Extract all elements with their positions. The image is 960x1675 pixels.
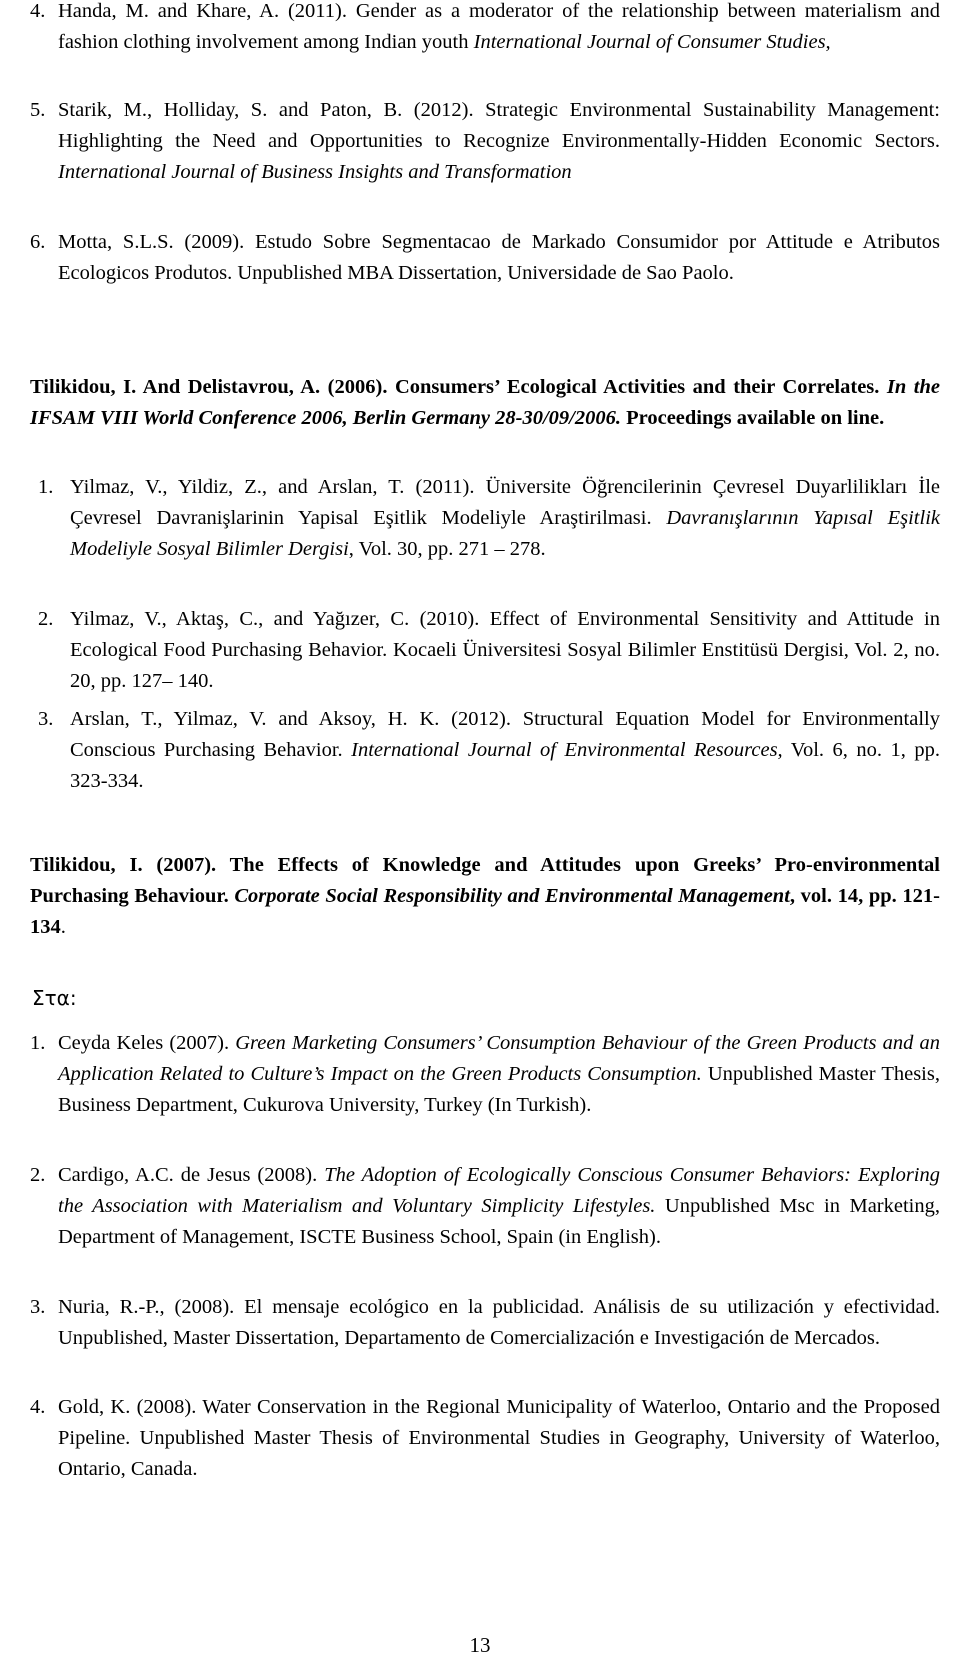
page-number: 13 [469,1633,491,1657]
journal-title: International Journal of Business Insights and Transformation [58,161,572,183]
reference-number: 2. [38,608,54,630]
reference-number: 4. [30,0,46,22]
reference-tail: Unpublished Msc in Marketing, Department of Management, ISCTE Business School, Spain (in English). [58,1195,940,1248]
reference-text: Starik, M., Holliday, S. and Paton, B. (2012). Strategic Environmental Sustainability Management: Highlighting the Need and Opportunities to Recognize Environmentally-Hidden Economic Sectors. [58,99,940,152]
reference-text: Tilikidou, I. And Delistavrou, A. (2006). Consumers’ Ecological Activities and their Correlates. [30,376,887,398]
journal-title: Davranışlarının Yapısal Eşitlik Modeliyle Sosyal Bilimler Dergisi [70,507,940,560]
reference-note: Proceedings available on line. [620,407,885,429]
section-label: Στα: [32,986,77,1010]
journal-title: International Journal of Environmental Resources, [351,739,783,761]
reference-text: Arslan, T., Yilmaz, V. and Aksoy, H. K. (2012). Structural Equation Model for Environmentally Conscious Purchasing Behavior. [70,708,940,761]
conference-title: In the IFSAM VIII World Conference 2006, Berlin Germany 28-30/09/2006. [30,376,940,429]
reference-number: 6. [30,231,46,253]
reference-tail: Vol. 6, no. 1, pp. 323-334. [70,739,940,792]
reference-item [30,1392,940,1485]
reference-item [38,604,940,697]
journal-title: International Journal of Consumer Studies, [473,31,831,53]
reference-tail: Unpublished Master Thesis, Business Department, Cukurova University, Turkey (In Turkish). [58,1063,940,1116]
reference-item [30,1028,940,1121]
reference-text: Tilikidou, I. (2007). The Effects of Knowledge and Attitudes upon Greeks’ Pro-environmental Purchasing Behaviour. [30,854,940,907]
reference-item [30,1292,940,1354]
reference-period: . [60,916,66,938]
reference-item [38,472,940,565]
reference-item [30,227,940,289]
reference-number: 2. [30,1164,46,1186]
reference-text: Cardigo, A.C. de Jesus (2008). [58,1164,325,1186]
reference-text: Ceyda Keles (2007). [58,1032,236,1054]
reference-number: 3. [38,708,54,730]
thesis-title: The Adoption of Ecologically Conscious Consumer Behaviors: Exploring the Association with Materialism and Voluntary Simplicity Lifestyles. [58,1164,940,1217]
reference-number: 3. [30,1296,46,1318]
reference-text: Yilmaz, V., Yildiz, Z., and Arslan, T. (2011). Üniversite Öğrencilerinin Çevresel Duyarlilikları İle Çevresel Davranişlarinin Yapisal Eşitlik Modeliyle Araştirilmasi. [70,476,940,529]
reference-item [38,704,940,797]
reference-number: 1. [30,1032,46,1054]
reference-note: , vol. 14, pp. 121-134 [30,885,941,938]
reference-text: Gold, K. (2008). Water Conservation in the Regional Municipality of Waterloo, Ontario and the Proposed Pipeline. Unpublished Master Thesis of Environmental Studies in Geography, University of Waterloo, Ontario, Canada. [58,1396,940,1480]
reference-text: Motta, S.L.S. (2009). Estudo Sobre Segmentacao de Markado Consumidor por Attitude e Atributos Ecologicos Produtos. Unpublished MBA Dissertation, Universidade de Sao Paolo. [58,231,940,284]
reference-item [30,0,940,58]
journal-title: Corporate Social Responsibility and Environmental Management [234,885,790,907]
reference-text: Handa, M. and Khare, A. (2011). Gender as a moderator of the relationship between materialism and fashion clothing involvement among Indian youth [58,0,940,53]
thesis-title: Green Marketing Consumers’ Consumption Behaviour of the Green Products and an Application Related to Culture’s Impact on the Green Products Consumption. [58,1032,941,1085]
reference-paragraph-bold [30,372,940,434]
reference-text: Yilmaz, V., Aktaş, C., and Yağızer, C. (2010). Effect of Environmental Sensitivity and Attitude in Ecological Food Purchasing Behavior. Kocaeli Üniversitesi Sosyal Bilimler Enstitüsü Dergisi, Vol. 2, no. 20, pp. 127– 140. [70,608,940,692]
reference-paragraph-bold [30,850,940,943]
reference-item [30,1160,940,1253]
reference-item [30,95,940,188]
reference-number: 1. [38,476,54,498]
reference-tail: , Vol. 30, pp. 271 – 278. [348,538,546,560]
reference-text: Nuria, R.-P., (2008). El mensaje ecológico en la publicidad. Análisis de su utilización y efectividad. Unpublished, Master Dissertation, Departamento de Comercialización e Investigación de Mercados. [58,1296,940,1349]
reference-number: 5. [30,99,46,121]
reference-number: 4. [30,1396,46,1418]
